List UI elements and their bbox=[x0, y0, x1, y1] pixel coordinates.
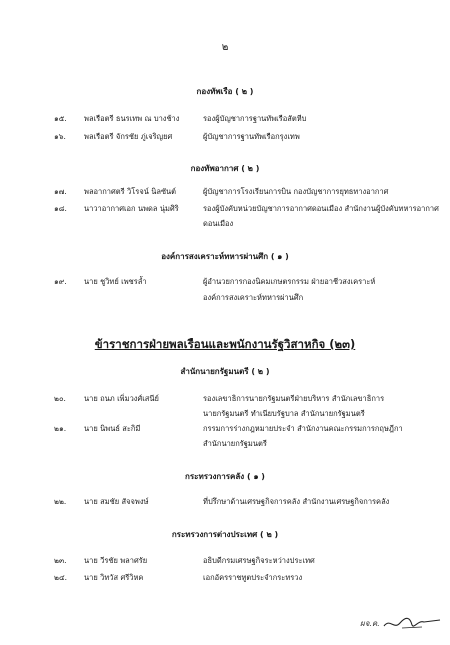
item-position-line2: องค์การสงเคราะห์ทหารผ่านศึก bbox=[203, 293, 304, 302]
list-item-continuation bbox=[0, 408, 450, 420]
section-heading-veterans: องค์การสงเคราะห์ทหารผ่านศึก ( ๑ ) bbox=[161, 252, 289, 261]
item-name: นาย วีรชัย พลาศรัย bbox=[84, 556, 148, 565]
item-name: นาวาอากาศเอก นพดล นุ่มศิริ bbox=[84, 204, 179, 213]
item-position: ที่ปรึกษาด้านเศรษฐกิจการคลัง สำนักงานเศรษฐกิจการคลัง bbox=[203, 497, 390, 506]
item-number: ๒๑. bbox=[54, 424, 67, 433]
list-item-continuation bbox=[0, 292, 450, 304]
item-name: นาย ชูวิทย์ เพชรล้ำ bbox=[84, 277, 147, 286]
list-item-continuation bbox=[0, 218, 450, 230]
list-item bbox=[0, 572, 450, 584]
list-item bbox=[0, 113, 450, 125]
item-number: ๒๓. bbox=[54, 556, 67, 565]
footer-initials: ผจ.ค. bbox=[360, 619, 380, 628]
item-name: นาย วิทวัส ศรีวิหค bbox=[84, 573, 144, 582]
item-position: ผู้บัญชาการฐานทัพเรือกรุงเทพ bbox=[203, 132, 300, 141]
list-item-continuation bbox=[0, 438, 450, 450]
item-position: เอกอัครราชทูตประจำกระทรวง bbox=[203, 573, 303, 582]
item-number: ๒๐. bbox=[54, 394, 66, 403]
section-heading-navy: กองทัพเรือ ( ๒ ) bbox=[196, 87, 254, 96]
list-item bbox=[0, 276, 450, 288]
item-number: ๑๕. bbox=[54, 114, 67, 123]
item-position: รองเลขาธิการนายกรัฐมนตรีฝ่ายบริหาร สำนักเลขาธิการ bbox=[203, 394, 385, 403]
item-number: ๒๔. bbox=[54, 573, 68, 582]
item-position: อธิบดีกรมเศรษฐกิจระหว่างประเทศ bbox=[203, 556, 315, 565]
item-name: พลเรือตรี จักรชัย ภู่เจริญยศ bbox=[84, 132, 173, 141]
item-number: ๑๖. bbox=[54, 132, 66, 141]
list-item bbox=[0, 555, 450, 567]
item-name: นาย สมชัย สัจจพงษ์ bbox=[84, 497, 149, 506]
list-item bbox=[0, 186, 450, 198]
list-item bbox=[0, 203, 450, 215]
item-number: ๑๗. bbox=[54, 187, 67, 196]
item-position: ผู้อำนวยการกองนิคมเกษตรกรรม ฝ่ายอาชีวสงเคราะห์ bbox=[203, 277, 376, 286]
item-position-line2: นายกรัฐมนตรี ทำเนียบรัฐบาล สำนักนายกรัฐมนตรี bbox=[203, 409, 365, 418]
section-heading-airforce: กองทัพอากาศ ( ๒ ) bbox=[190, 164, 260, 173]
list-item bbox=[0, 423, 450, 435]
page-number: ๒ bbox=[221, 42, 229, 53]
item-position-line2: สำนักนายกรัฐมนตรี bbox=[203, 439, 267, 448]
item-position-line2: ดอนเมือง bbox=[203, 219, 234, 228]
item-name: พลอากาศตรี วิโรจน์ นิลซันต์ bbox=[84, 187, 177, 196]
item-position: รองผู้บังคับหน่วยบัญชาการอากาศดอนเมือง สำนักงานผู้บังคับทหารอากาศ bbox=[203, 204, 439, 213]
signature-mark bbox=[382, 614, 442, 632]
item-number: ๑๙. bbox=[54, 277, 67, 286]
list-item bbox=[0, 131, 450, 143]
item-number: ๒๒. bbox=[54, 497, 67, 506]
list-item bbox=[0, 496, 450, 508]
civil-servants-heading: ข้าราชการฝ่ายพลเรือนและพนักงานรัฐวิสาหกิจ (๒๓) bbox=[94, 337, 356, 351]
item-position: กรรมการร่างกฎหมายประจำ สำนักงานคณะกรรมการกฤษฎีกา bbox=[203, 424, 403, 433]
section-heading-finance: กระทรวงการคลัง ( ๑ ) bbox=[185, 472, 265, 481]
item-position: รองผู้บัญชาการฐานทัพเรือสัตหีบ bbox=[203, 114, 307, 123]
item-name: นาย ถนภ เพิ่มวงศ์เสนีย์ bbox=[84, 394, 159, 403]
item-position: ผู้บัญชาการโรงเรียนการบิน กองบัญชาการยุทธทางอากาศ bbox=[203, 187, 389, 196]
item-name: นาย นิพนธ์ สะกิมี bbox=[84, 424, 141, 433]
section-heading-foreign-affairs: กระทรวงการต่างประเทศ ( ๒ ) bbox=[171, 530, 279, 539]
section-heading-pm-office: สำนักนายกรัฐมนตรี ( ๒ ) bbox=[180, 367, 270, 376]
item-name: พลเรือตรี ธนรเทพ ณ บางช้าง bbox=[84, 114, 180, 123]
item-number: ๑๘. bbox=[54, 204, 67, 213]
list-item bbox=[0, 393, 450, 405]
